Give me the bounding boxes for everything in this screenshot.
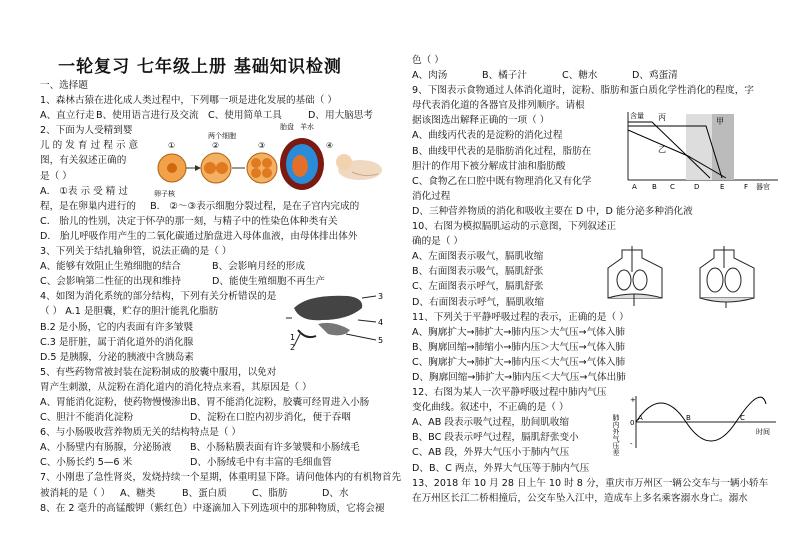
rubber-membrane	[700, 298, 754, 302]
point-c: C	[740, 414, 745, 422]
q2-option-d: D． 胎儿呼吸作用产生的二氧化碳通过胎盘进入母体血液，由母体排出体外	[40, 230, 358, 242]
q9-option-c: C、食物乙在口腔中既有物理消化又有化学	[412, 175, 592, 187]
stomach-region	[686, 114, 712, 180]
q3-option-a: A、能够有效阻止生殖细胞的结合	[40, 261, 181, 273]
question-2-line: 2、下面为人受精到婴	[40, 125, 133, 137]
q9-option-a: A、曲线丙代表的是淀粉的消化过程	[412, 130, 563, 142]
question-10-line: 10、右图为模拟膈肌运动的示意图，下列叙述正	[412, 221, 617, 233]
question-9-line: 9、下图表示食物通过人体消化道时，淀粉、脂肪和蛋白质化学性消化的程度，字	[412, 85, 754, 97]
embryo-development-figure	[150, 118, 390, 200]
question-13-line: 13、2018 年 10 月 28 日上午 10 时 8 分，重庆市万州区一辆公交车与一辆小轿车	[412, 477, 769, 489]
q11-option-b: B、胸廓回缩→肺缩小→肺内压＞大气压→气体入肺	[412, 341, 625, 353]
q10-option-c: C、左面图表示呼气，膈肌舒张	[412, 281, 544, 293]
fetus-in-uterus-icon	[280, 138, 324, 190]
egg-cell-icon	[158, 154, 186, 182]
y-axis-label: 肺内外气压差	[612, 414, 620, 456]
liver-shape	[294, 296, 362, 321]
q4-option-a: （ ） A.1 是胆囊，贮存的胆汁能乳化脂肪	[40, 306, 219, 318]
y-axis-label: 含量	[630, 112, 644, 120]
label-1: 3	[378, 292, 384, 301]
digestive-organs-figure	[288, 290, 388, 352]
lung-balloon-left	[617, 270, 631, 290]
rubber-membrane	[608, 294, 662, 298]
q2-option-c: C． 胎儿的性别，决定于怀孕的那一刻，与精子中的性染色体种类有关	[40, 215, 338, 227]
q2-option-a-cont: 程，是在卵巢内进行的	[40, 200, 136, 212]
plus-label: +	[630, 396, 636, 404]
question-3: 3、下列关于结扎输卵管，说法正确的是（ ）	[40, 246, 232, 258]
pressure-curve	[636, 397, 766, 441]
two-cell-embryo-icon	[201, 153, 231, 183]
question-7-line: 被消耗的是（ ）	[40, 487, 111, 499]
label-num-4: ④	[326, 141, 334, 150]
q7-option-d: D、水	[322, 487, 349, 499]
bell-jar-left	[608, 246, 662, 306]
q1-option-d: D、用大脑思考	[308, 110, 373, 122]
q10-option-b: B、右面图表示吸气，膈肌舒张	[412, 266, 544, 278]
question-12-line: 12、右图为某人一次平静呼吸过程中肺内气压	[412, 387, 607, 399]
question-5-line: 5、有些药物常被封装在淀粉制成的胶囊中服用，以免对	[40, 366, 277, 378]
q12-option-d: D、B、C 两点，外界大气压等于肺内气压	[412, 462, 590, 474]
q12-option-c: C、AB 段，外界大气压小于肺内气压	[412, 447, 570, 459]
question-1: 1、森林古猿在进化成人类过程中，下列哪一项是进化发展的基础（ ）	[40, 95, 337, 107]
section-heading: 一、选择题	[40, 80, 88, 91]
page-title: 一轮复习 七年级上册 基础知识检测	[58, 57, 342, 77]
question-12-line: 变化曲线。叙述中，不正确的是（ ）	[412, 402, 569, 414]
q7-option-a: A、糖类	[120, 487, 156, 499]
q5-option-b: B、胃不能消化淀粉，胶囊可经胃进入小肠	[190, 396, 370, 408]
question-13-line: 在万州区长江二桥相撞后，公交车坠入江中，造成车上多名乘客溺水身亡。溺水	[412, 492, 748, 504]
x-axis-label: 时间	[756, 428, 770, 436]
q8-option-d: D、鸡蛋清	[632, 70, 678, 82]
q6-option-d: D、小肠绒毛中有丰富的毛细血管	[190, 457, 332, 469]
q9-option-b: B、曲线甲代表的是脂肪消化过程，脂肪在	[412, 145, 592, 157]
question-10-line: 确的是（ ）	[412, 236, 464, 248]
label-5: 5	[378, 336, 384, 345]
lung-balloon-right	[633, 270, 647, 290]
question-2-line: 图，有关叙述正确的	[40, 155, 127, 167]
q2-option-b: B． ②～③表示细胞分裂过程，是在子宫内完成的	[150, 200, 360, 212]
q12-option-b: B、BC 段表示呼气过程，膈肌舒张变小	[412, 432, 579, 444]
question-4: 4、如图为消化系统的部分结构，下列有关分析错误的是	[40, 291, 277, 303]
q6-option-b: B、小肠粘膜表面有许多皱襞和小肠绒毛	[190, 442, 360, 454]
label-4: 4	[378, 318, 384, 327]
question-8-cont: 色（ ）	[412, 55, 444, 66]
x-tick-c: C	[670, 183, 675, 191]
lung-balloon-right	[725, 268, 741, 292]
label-placenta: 胎盘	[280, 123, 294, 131]
q1-option-c: C、使用简单工具	[208, 110, 282, 122]
q9-option-d: D、三种营养物质的消化和吸收主要在 D 中，D 能分泌多种消化液	[412, 205, 693, 217]
q4-option-c: C.3 是肝脏，属于消化道外的消化腺	[40, 336, 194, 348]
curve-label-jia: 甲	[716, 117, 724, 126]
q10-option-a: A、左面图表示吸气，膈肌收缩	[412, 251, 544, 263]
q11-option-a: A、胸廓扩大→肺扩大→肺内压＞大气压→气体入肺	[412, 326, 625, 338]
q6-option-a: A、小肠壁内有肠腺，分泌肠液	[40, 442, 172, 454]
multi-cell-embryo-icon	[247, 153, 277, 183]
curve-label-yi: 乙	[658, 145, 666, 154]
label-amniotic-fluid: 羊水	[300, 123, 314, 131]
minus-label: -	[630, 440, 633, 448]
x-tick-d: D	[694, 183, 700, 191]
baby-icon	[336, 154, 382, 180]
label-egg-nucleus: 卵子核	[154, 190, 175, 198]
question-8: 8、在 2 毫升的高锰酸钾（紫红色）中逐滴加入下列选项中的那种物质，它将会褪	[40, 502, 385, 514]
q5-option-d: D、淀粉在口腔内初步消化，便于吞咽	[190, 412, 351, 424]
label-num-2: ②	[212, 141, 220, 150]
lung-balloon-left	[707, 268, 723, 292]
question-9-line: 母代表消化道的各器官及排列顺序。请根	[412, 100, 585, 112]
x-tick-e: E	[720, 183, 725, 191]
q10-option-d: D、右面图表示呼气，膈肌收缩	[412, 296, 545, 308]
q4-option-b: B.2 是小肠，它的内表面有许多皱襞	[40, 321, 194, 333]
x-axis-label: 器官	[756, 183, 770, 191]
q5-option-c: C、胆汁不能消化淀粉	[40, 412, 134, 424]
q2-option-a: A． ①表 示 受 精 过	[40, 185, 128, 197]
q7-option-b: B、蛋白质	[182, 487, 227, 499]
q1-option-a: A、直立行走	[40, 110, 95, 122]
origin-label: 0	[630, 419, 635, 427]
q3-option-d: D、能使生殖细胞不再生产	[212, 276, 325, 288]
label-two-cells: 两个细胞	[208, 132, 236, 140]
q6-option-c: C、小肠长约 5—6 米	[40, 457, 133, 469]
label-num-3: ③	[258, 141, 266, 150]
q5-option-a: A、胃能消化淀粉，使药物慢慢渗出	[40, 396, 191, 408]
digestion-curve-figure	[618, 106, 786, 192]
label-num-1: ①	[168, 141, 176, 150]
label-2: 2	[290, 343, 296, 352]
q11-option-c: C、胸廓扩大→肺扩大→肺内压＜大气压→气体入肺	[412, 356, 626, 368]
curve-label-bing: 丙	[658, 113, 666, 122]
q4-option-d: D.5 是胰腺，分泌的胰液中含胰岛素	[40, 351, 194, 363]
q8-option-c: C、糖水	[562, 70, 598, 82]
question-5-line: 胃产生刺激，从淀粉在消化道内的消化特点来看，其原因是（ ）	[40, 381, 312, 393]
q8-option-b: B、橘子汁	[482, 70, 527, 82]
q9-option-c-cont: 消化过程	[412, 190, 451, 202]
q9-option-b-cont: 胆汁的作用下被分解成甘油和脂肪酸	[412, 160, 566, 172]
question-9-line: 据该图选出解释正确的一项（ ）	[412, 115, 550, 127]
label-1b: 1	[290, 333, 296, 342]
stomach-pancreas-shape	[318, 323, 350, 335]
q3-option-c: C、会影响第二性征的出现和维持	[40, 276, 182, 288]
x-tick-b: B	[652, 183, 657, 191]
question-2-line: 儿 的 发 育 过 程 示 意	[40, 140, 139, 152]
q8-option-a: A、肉汤	[412, 70, 448, 82]
x-tick-a: A	[632, 183, 637, 191]
q3-option-b: B、会影响月经的形成	[212, 261, 305, 273]
diaphragm-model-figure	[610, 244, 782, 308]
q7-option-c: C、脂肪	[252, 487, 288, 499]
q1-option-b: B、使用语言进行及交流	[96, 110, 199, 122]
question-6: 6、与小肠吸收营养物质无关的结构特点是（ ）	[40, 427, 242, 439]
question-11: 11、下列关于平静呼吸过程的表示，正确的是（ ）	[412, 311, 629, 323]
point-b: B	[686, 414, 691, 422]
q12-option-a: A、AB 段表示吸气过程，肋间肌收缩	[412, 417, 570, 429]
point-a: A	[638, 414, 643, 422]
lung-pressure-figure	[612, 392, 784, 456]
x-tick-f: F	[744, 183, 749, 191]
bell-jar-right	[700, 246, 754, 308]
duodenum-shape	[298, 330, 316, 337]
question-2-line: 是（ ）	[40, 170, 72, 182]
question-7-line: 7、小刚患了急性肾炎，发烧持续一个星期，体重明显下降。请问他体内的有机物首先	[40, 472, 402, 484]
q11-option-d: D、胸廓回缩→肺扩大→肺内压＜大气压→气体出肺	[412, 371, 626, 383]
